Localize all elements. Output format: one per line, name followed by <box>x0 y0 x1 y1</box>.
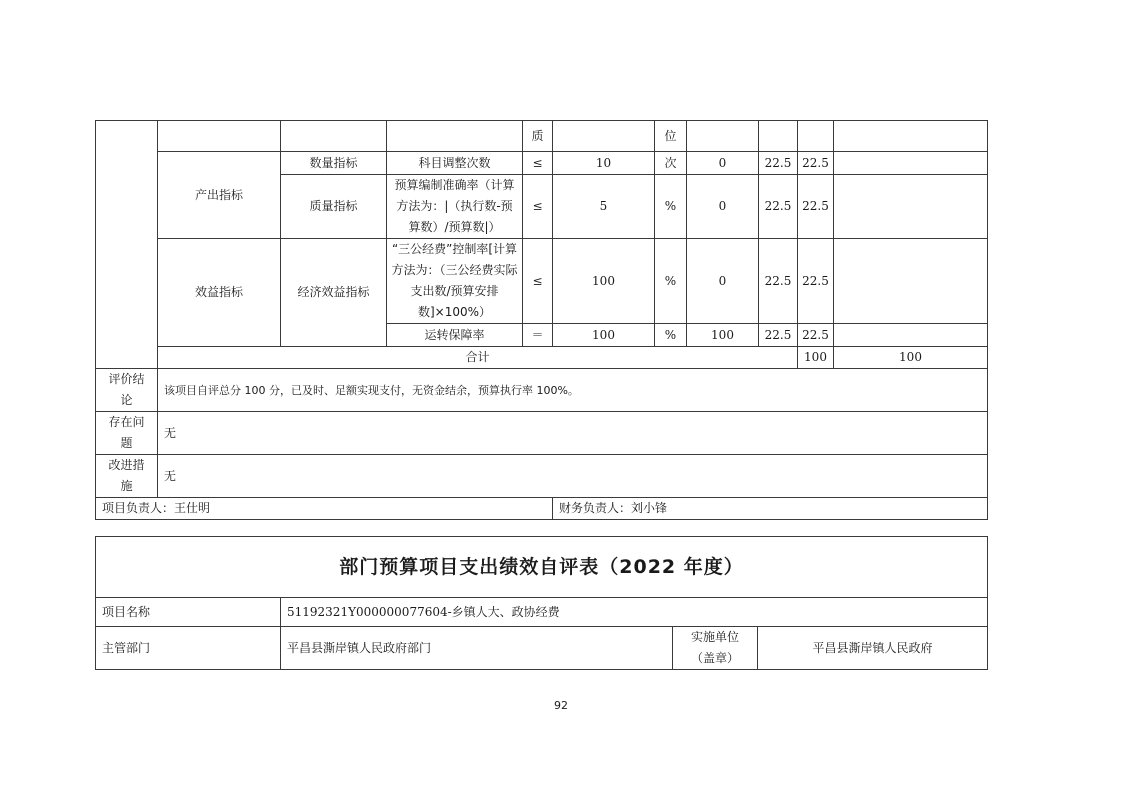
conclusion-row <box>96 369 988 412</box>
project-lead: 项目负责人：王仕明 <box>96 498 553 520</box>
weight: 22.5 <box>759 324 798 347</box>
indicator-name: 科目调整次数 <box>387 152 523 175</box>
conclusion-text: 该项目自评总分 100 分，已及时、足额实现支付，无资金结余，预算执行率 100%。 <box>158 369 988 412</box>
department-value: 平昌县澌岸镇人民政府部门 <box>281 627 673 670</box>
output-indicator-group: 产出指标 <box>158 152 281 239</box>
score: 22.5 <box>798 324 834 347</box>
unit: % <box>655 239 687 324</box>
finance-lead: 财务负责人：刘小锋 <box>553 498 988 520</box>
weight: 22.5 <box>759 239 798 324</box>
performance-indicator-table <box>95 120 988 520</box>
actual-value: 100 <box>687 324 759 347</box>
problems-text: 无 <box>158 412 988 455</box>
total-label: 合计 <box>158 347 798 369</box>
actual-value: 0 <box>687 239 759 324</box>
weight: 22.5 <box>759 175 798 239</box>
target-value: 100 <box>553 324 655 347</box>
total-weight: 100 <box>798 347 834 369</box>
indicator-name: 预算编制准确率（计算方法为：|（执行数-预算数）/预算数|） <box>387 175 523 239</box>
score: 22.5 <box>798 152 834 175</box>
weight: 22.5 <box>759 152 798 175</box>
measures-label: 改进措施 <box>96 455 158 498</box>
indicator-name: “三公经费”控制率[计算方法为：（三公经费实际支出数/预算安排数]×100%） <box>387 239 523 324</box>
project-summary-table <box>95 536 988 670</box>
actual-value: 0 <box>687 152 759 175</box>
signature-row <box>96 498 988 520</box>
target-value: 100 <box>553 239 655 324</box>
table-row <box>96 239 988 324</box>
project-name-label: 项目名称 <box>96 598 281 627</box>
cont-symbol: 质 <box>523 121 553 152</box>
implementing-unit-label: 实施单位（盖章） <box>673 627 758 670</box>
title-row <box>96 537 988 598</box>
benefit-indicator-group: 效益指标 <box>158 239 281 347</box>
unit: % <box>655 175 687 239</box>
cont-unit: 位 <box>655 121 687 152</box>
comparison-op: ≤ <box>523 239 553 324</box>
secondary-indicator: 经济效益指标 <box>281 239 387 347</box>
comparison-op: ≤ <box>523 152 553 175</box>
unit: 次 <box>655 152 687 175</box>
measures-text: 无 <box>158 455 988 498</box>
page-number: 92 <box>554 699 568 712</box>
page-title: 部门预算项目支出绩效自评表（2022 年度） <box>96 537 988 598</box>
department-label: 主管部门 <box>96 627 281 670</box>
secondary-indicator: 数量指标 <box>281 152 387 175</box>
department-row <box>96 627 988 670</box>
total-row <box>96 347 988 369</box>
conclusion-label: 评价结论 <box>96 369 158 412</box>
target-value: 10 <box>553 152 655 175</box>
primary-indicator-cell <box>96 121 158 369</box>
comparison-op: ＝ <box>523 324 553 347</box>
indicator-name: 运转保障率 <box>387 324 523 347</box>
total-score: 100 <box>834 347 988 369</box>
measures-row <box>96 455 988 498</box>
secondary-indicator: 质量指标 <box>281 175 387 239</box>
comparison-op: ≤ <box>523 175 553 239</box>
table-row <box>96 152 988 175</box>
actual-value: 0 <box>687 175 759 239</box>
target-value: 5 <box>553 175 655 239</box>
score: 22.5 <box>798 175 834 239</box>
unit: % <box>655 324 687 347</box>
implementing-unit-value: 平昌县澌岸镇人民政府 <box>758 627 988 670</box>
project-name-value: 51192321Y000000077604-乡镇人大、政协经费 <box>281 598 988 627</box>
problems-label: 存在问题 <box>96 412 158 455</box>
problems-row <box>96 412 988 455</box>
score: 22.5 <box>798 239 834 324</box>
project-name-row <box>96 598 988 627</box>
table-row <box>96 121 988 152</box>
